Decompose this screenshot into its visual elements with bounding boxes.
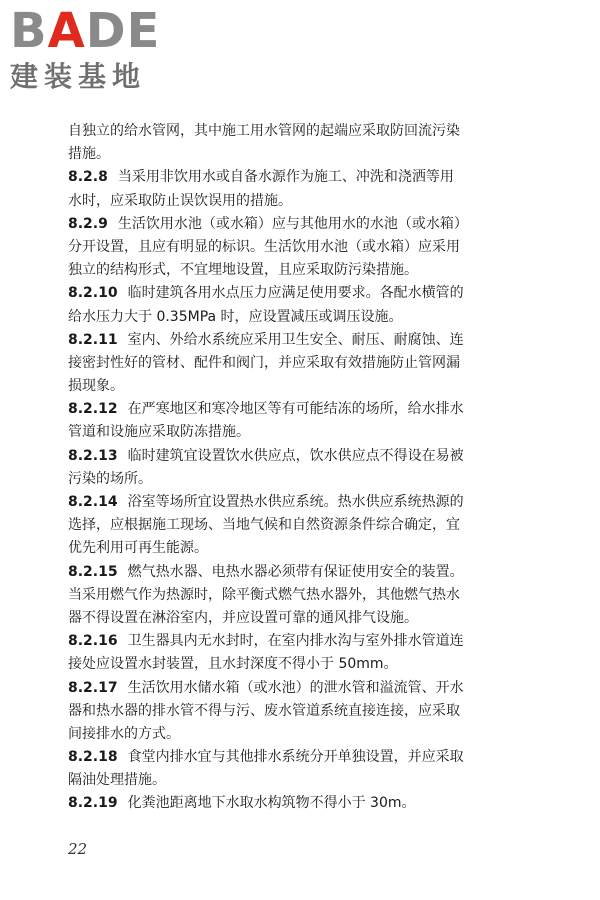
text-line — [68, 306, 508, 329]
text-line — [68, 445, 508, 468]
clause-text: 损现象。 — [68, 378, 124, 395]
clause-number: 8.2.16 — [68, 633, 118, 650]
text-line — [68, 746, 508, 769]
clause-text: 给水压力大于 0.35MPa 时，应设置减压或调压设施。 — [68, 308, 403, 325]
text-line — [68, 630, 508, 653]
clause-number: 8.2.8 — [68, 169, 108, 186]
clause-text: 污染的场所。 — [68, 470, 152, 487]
text-line — [68, 723, 508, 746]
clause-text: 水时，应采取防止误饮误用的措施。 — [68, 192, 292, 209]
document-body — [68, 120, 508, 816]
text-line — [68, 584, 508, 607]
clause-number: 8.2.10 — [68, 285, 118, 302]
clause-number: 8.2.15 — [68, 563, 118, 580]
clause-text: 化粪池距离地下水取水构筑物不得小于 30m。 — [127, 795, 416, 812]
clause-text: 隔油处理措施。 — [68, 772, 166, 789]
text-line — [68, 120, 508, 143]
logo-letter-a: A — [47, 3, 86, 59]
text-line — [68, 653, 508, 676]
clause-text: 分开设置，且应有明显的标识。生活饮用水池（或水箱）应采用 — [68, 238, 460, 255]
clause-text: 当采用非饮用水或自备水源作为施工、冲洗和浇洒等用 — [117, 169, 454, 186]
clause-number: 8.2.18 — [68, 749, 118, 766]
clause-text: 优先利用可再生能源。 — [68, 540, 208, 557]
text-line — [68, 259, 508, 282]
text-line — [68, 514, 508, 537]
clause-text: 器不得设置在淋浴室内，并应设置可靠的通风排气设施。 — [68, 609, 418, 626]
clause-text: 生活饮用水池（或水箱）应与其他用水的水池（或水箱） — [117, 215, 468, 232]
clause-text: 临时建筑宜设置饮水供应点，饮水供应点不得设在易被 — [127, 447, 464, 464]
text-line — [68, 143, 508, 166]
text-line — [68, 769, 508, 792]
logo-wordmark — [10, 3, 180, 59]
text-line — [68, 329, 508, 352]
clause-text: 管道和设施应采取防冻措施。 — [68, 424, 250, 441]
text-line — [68, 468, 508, 491]
clause-text: 卫生器具内无水封时，在室内排水沟与室外排水管道连 — [127, 633, 464, 650]
clause-text: 器和热水器的排水管不得与污、废水管道系统直接连接，应采取 — [68, 702, 460, 719]
text-line — [68, 561, 508, 584]
clause-text: 室内、外给水系统应采用卫生安全、耐压、耐腐蚀、连 — [127, 331, 464, 348]
clause-text: 当采用燃气作为热源时，除平衡式燃气热水器外，其他燃气热水 — [68, 586, 460, 603]
clause-number: 8.2.11 — [68, 331, 118, 348]
clause-number: 8.2.9 — [68, 215, 108, 232]
text-line — [68, 282, 508, 305]
clause-text: 自独立的给水管网，其中施工用水管网的起端应采取防回流污染 — [68, 123, 460, 139]
text-line — [68, 700, 508, 723]
text-line — [68, 792, 508, 815]
text-line — [68, 375, 508, 398]
clause-text: 独立的结构形式，不宜埋地设置，且应采取防污染措施。 — [68, 262, 418, 279]
clause-text: 食堂内排水宜与其他排水系统分开单独设置，并应采取 — [127, 749, 464, 766]
logo-letter-b: B — [10, 3, 48, 59]
text-line — [68, 607, 508, 630]
logo-subtitle: 建装基地 — [10, 60, 147, 93]
logo-letters-de: DE — [85, 3, 161, 59]
bade-logo — [10, 3, 180, 96]
clause-text: 接密封性好的管材、配件和阀门，并应采取有效措施防止管网漏 — [68, 354, 460, 371]
text-line — [68, 166, 508, 189]
clause-text: 浴室等场所宜设置热水供应系统。热水供应系统热源的 — [127, 494, 464, 510]
clause-text: 燃气热水器、电热水器必须带有保证使用安全的装置。 — [127, 563, 464, 580]
text-line — [68, 236, 508, 259]
text-line — [68, 352, 508, 375]
text-line — [68, 421, 508, 444]
clause-text: 生活饮用水储水箱（或水池）的泄水管和溢流管、开水 — [127, 679, 464, 696]
clause-number: 8.2.17 — [68, 679, 118, 696]
clause-text: 在严寒地区和寒冷地区等有可能结冻的场所，给水排水 — [127, 401, 464, 418]
page-number: 22 — [68, 840, 88, 858]
text-line — [68, 398, 508, 421]
text-line — [68, 213, 508, 236]
text-line — [68, 537, 508, 560]
clause-number: 8.2.13 — [68, 447, 118, 464]
clause-text: 间接排水的方式。 — [68, 725, 180, 742]
text-line — [68, 491, 508, 514]
clause-number: 8.2.19 — [68, 795, 118, 812]
clause-number: 8.2.12 — [68, 401, 118, 418]
text-line — [68, 190, 508, 213]
clause-number: 8.2.14 — [68, 494, 118, 510]
text-line — [68, 677, 508, 700]
clause-text: 接处应设置水封装置，且水封深度不得小于 50mm。 — [68, 656, 398, 673]
clause-text: 措施。 — [68, 146, 110, 163]
clause-text: 临时建筑各用水点压力应满足使用要求。各配水横管的 — [127, 285, 464, 302]
clause-text: 选择，应根据施工现场、当地气候和自然资源条件综合确定，宜 — [68, 517, 460, 534]
